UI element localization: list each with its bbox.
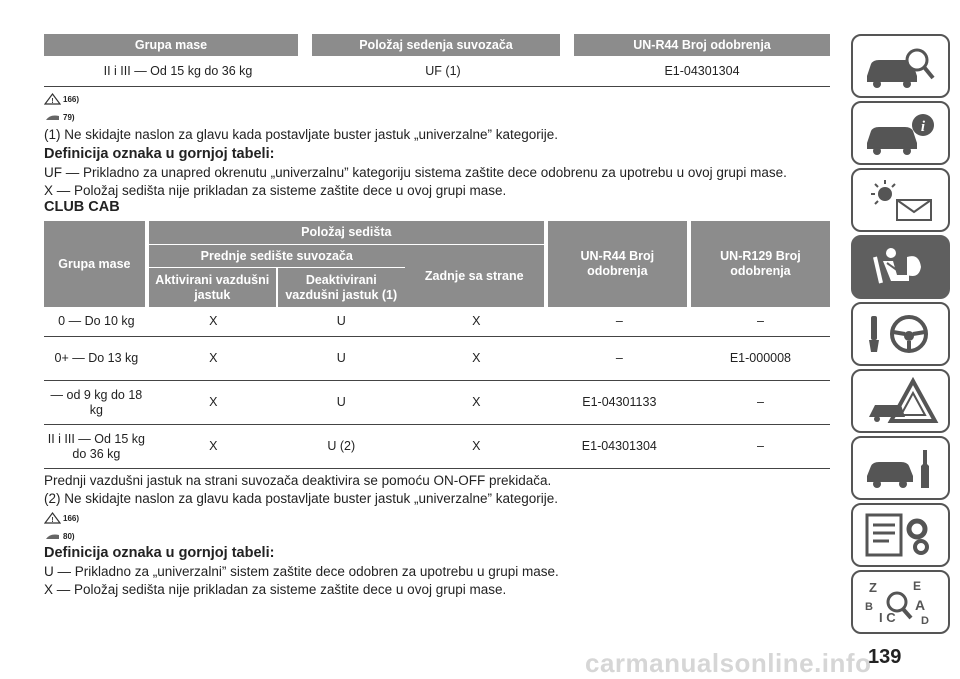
definition-u: U — Prikladno za „univerzalni” sistem zaštite dece odobren za upotrebu u grupi mase.: [44, 564, 559, 579]
car-service-icon: [861, 444, 941, 492]
section-heading: Definicija oznaka u gornjoj tabeli:: [44, 545, 275, 561]
warning-ref: 79): [44, 111, 75, 123]
footnote: (1) Ne skidajte naslon za glavu kada postavljate buster jastuk „univerzalne” kategorije.: [44, 127, 559, 142]
section-title-club-cab: CLUB CAB: [44, 199, 120, 215]
svg-text:D: D: [920, 615, 929, 626]
warning-triangle-icon: [44, 93, 61, 105]
table-row: 0 — Do 10 kg X U X – –: [44, 307, 830, 337]
definition-x: X — Položaj sedišta nije prikladan za sisteme zaštite dece u ovoj grupi mase.: [44, 183, 507, 198]
svg-text:B: B: [864, 601, 873, 613]
chapter-tab-warning-lights[interactable]: [851, 168, 950, 232]
table-cell: E1-04301304: [574, 56, 830, 87]
svg-text:i: i: [920, 119, 925, 135]
svg-text:!: !: [51, 517, 54, 524]
chapter-tab-car-overview[interactable]: [851, 34, 950, 98]
section-heading: Definicija oznaka u gornjoj tabeli:: [44, 146, 275, 162]
chapter-tab-driving[interactable]: [851, 302, 950, 366]
car-search-icon: [861, 42, 941, 90]
chapter-tab-technical-data[interactable]: [851, 503, 950, 567]
col-header: Položaj sedišta: [149, 221, 544, 244]
warning-ref: ! 166): [44, 93, 79, 105]
svg-text:Z: Z: [868, 580, 877, 595]
table-row: 0+ — Do 13 kg X U X – E1-000008: [44, 337, 830, 381]
col-header: Grupa mase: [44, 221, 145, 307]
definition-x: X — Položaj sedišta nije prikladan za sisteme zaštite dece u ovoj grupi mase.: [44, 582, 507, 597]
seat-airbag-icon: [861, 243, 941, 291]
steering-key-icon: [861, 310, 941, 358]
col-header: Aktivirani vazdušni jastuk: [149, 267, 278, 307]
page-number: 139: [868, 646, 902, 668]
col-header: UN-R44 Broj odobrenja: [548, 221, 687, 307]
col-header: Deaktivirani vazdušni jastuk (1): [278, 267, 405, 307]
chapter-tab-service[interactable]: [851, 436, 950, 500]
index-letters-icon: [861, 578, 941, 626]
watermark: carmanualsonline.info: [585, 648, 872, 678]
warning-ref: ! 166): [44, 512, 79, 524]
warning-triangle-icon: [44, 512, 61, 524]
svg-text:!: !: [51, 98, 54, 105]
warning-lights-icon: [861, 176, 941, 224]
col-header: UN-R44 Broj odobrenja: [574, 34, 830, 56]
table-row: II i III — Od 15 kg do 36 kg X U (2) X E1-04301304 –: [44, 425, 830, 469]
table-cell: UF (1): [312, 56, 574, 87]
svg-text:I C: I C: [878, 610, 896, 625]
svg-text:A: A: [914, 597, 925, 613]
definition-uf: UF — Prikladno za unapred okrenutu „univerzalnu” kategoriju sistema zaštite dece odobrenu za upotrebu u ovoj grupi mase.: [44, 165, 787, 180]
airbag-note: Prednji vazdušni jastuk na strani suvozača deaktivira se pomoću ON-OFF prekidača.: [44, 473, 552, 488]
col-header: Zadnje sa strane: [405, 244, 544, 307]
specs-gear-icon: [861, 511, 941, 559]
chapter-tab-index[interactable]: [851, 570, 950, 634]
note-hand-icon: [44, 530, 61, 542]
svg-text:E: E: [912, 579, 921, 593]
col-header: Prednje sedište suvozača: [149, 244, 405, 267]
footnote: (2) Ne skidajte naslon za glavu kada postavljate buster jastuk „univerzalne” kategorije.: [44, 491, 559, 506]
chapter-tab-emergency[interactable]: [851, 369, 950, 433]
table-cell: II i III — Od 15 kg do 36 kg: [44, 56, 312, 87]
col-header: UN-R129 Broj odobrenja: [691, 221, 830, 307]
warning-ref: 80): [44, 530, 75, 542]
table-row: — od 9 kg do 18 kg X U X E1-04301133 –: [44, 381, 830, 425]
chapter-tab-safety[interactable]: [851, 235, 950, 299]
breakdown-triangle-icon: [861, 377, 941, 425]
table-club-cab: [44, 221, 830, 469]
note-hand-icon: [44, 111, 61, 123]
table-row: [44, 56, 830, 87]
table-mass-group-passenger: [44, 34, 830, 87]
car-info-icon: [861, 109, 941, 157]
col-header: Grupa mase: [44, 34, 298, 56]
col-header: Položaj sedenja suvozača: [312, 34, 560, 56]
chapter-tab-car-info[interactable]: [851, 101, 950, 165]
